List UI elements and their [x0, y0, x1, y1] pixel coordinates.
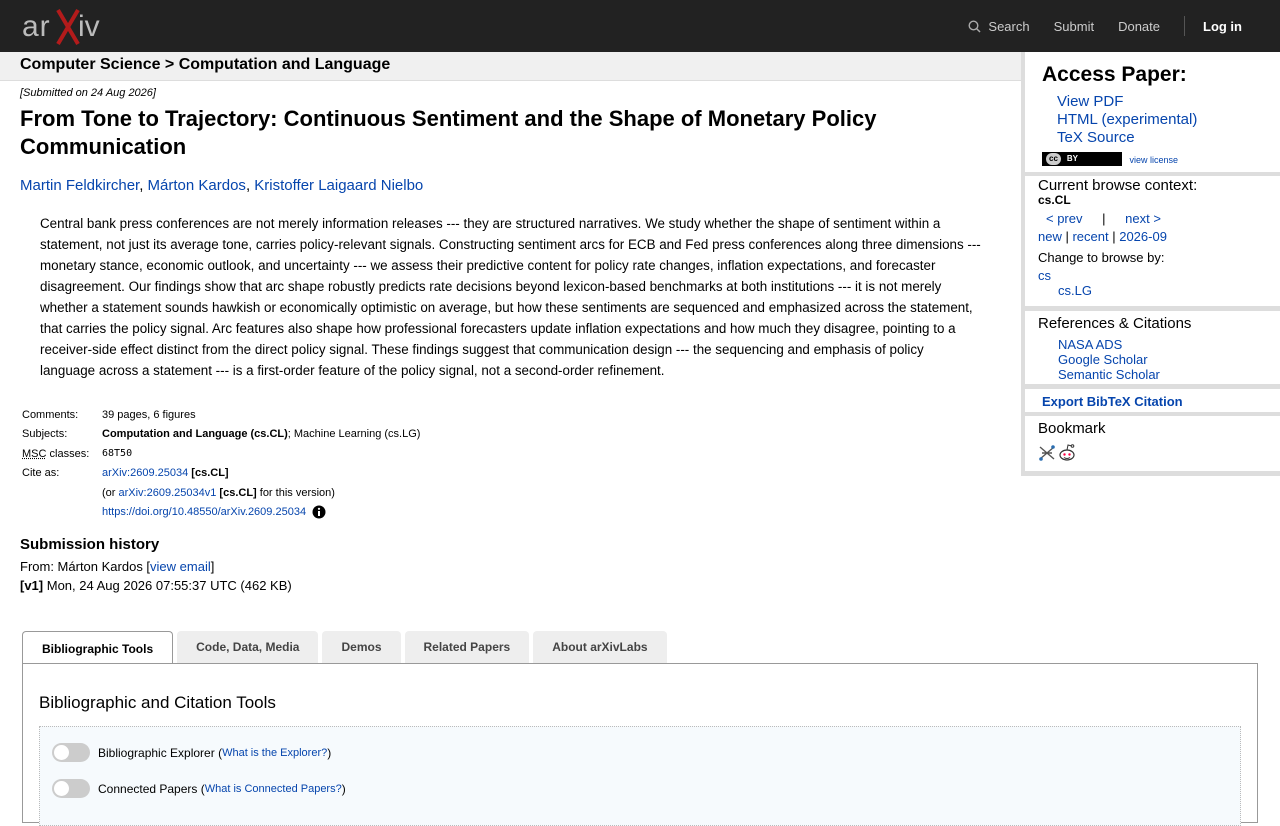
comments-value: 39 pages, 6 figures [102, 408, 196, 421]
tab-related-papers[interactable]: Related Papers [405, 631, 530, 663]
browse-context-box [1025, 176, 1280, 306]
cite-version-suffix: for this version) [256, 486, 335, 499]
cite-version-link[interactable]: arXiv:2609.25034v1 [118, 486, 217, 499]
msc-label: classes: [46, 447, 90, 460]
comments-label: Comments: [22, 408, 79, 421]
breadcrumb[interactable]: Computer Science > Computation and Language [20, 56, 391, 73]
msc-abbr: MSC [22, 447, 47, 460]
subjects-row [20, 425, 422, 445]
info-icon[interactable] [312, 505, 326, 519]
view-license-link[interactable]: view license [1129, 155, 1178, 165]
references-heading: References & Citations [1038, 315, 1192, 332]
export-box [1025, 389, 1280, 412]
search-icon [968, 20, 981, 33]
author-list: Martin Feldkircher, Márton Kardos, Kristoffer Laigaard Nielbo [20, 177, 424, 194]
tools-box [39, 726, 1241, 826]
explorer-help-link[interactable]: What is the Explorer? [222, 746, 328, 759]
view-email-link[interactable]: view email [150, 559, 211, 574]
tab-about-arxivlabs[interactable]: About arXivLabs [533, 631, 666, 663]
nav-divider [1184, 16, 1185, 36]
tab-bibliographic-tools[interactable]: Bibliographic Tools [22, 631, 173, 665]
donate-link[interactable]: Donate [1118, 18, 1160, 34]
bibsonomy-icon[interactable] [1038, 444, 1056, 462]
explorer-row: Bibliographic Explorer ( What is the Explorer? ) [52, 743, 331, 762]
month-link[interactable]: 2026-09 [1119, 229, 1167, 244]
prev-next-row [1046, 211, 1161, 226]
login-link[interactable]: Log in [1203, 18, 1242, 34]
view-pdf-link[interactable]: View PDF [1057, 93, 1124, 110]
cite-category: [cs.CL] [191, 467, 229, 480]
semantic-scholar-link[interactable]: Semantic Scholar [1058, 367, 1160, 382]
history-heading: Submission history [20, 536, 160, 553]
prev-link[interactable]: < prev [1046, 211, 1083, 226]
cite-version-category: [cs.CL] [219, 486, 257, 499]
browse-cslg-link[interactable]: cs.LG [1058, 283, 1092, 298]
search-label: Search [988, 18, 1030, 34]
google-scholar-link[interactable]: Google Scholar [1058, 352, 1148, 367]
change-browse-label: Change to browse by: [1038, 250, 1165, 265]
submit-link[interactable]: Submit [1053, 18, 1095, 34]
submitter-line [20, 559, 214, 574]
cite-or: (or [102, 486, 119, 499]
arxiv-logo[interactable] [22, 6, 114, 48]
top-bar [0, 0, 1280, 52]
access-heading: Access Paper: [1042, 63, 1187, 86]
next-link[interactable]: next > [1125, 211, 1161, 226]
author-link[interactable]: Martin Feldkircher [20, 177, 140, 194]
reddit-icon[interactable] [1058, 443, 1076, 462]
comments-row [20, 405, 422, 425]
msc-row [20, 444, 422, 464]
tex-source-link[interactable]: TeX Source [1057, 129, 1135, 146]
browse-cs-link[interactable]: cs [1038, 268, 1051, 283]
tab-code-data-media[interactable]: Code, Data, Media [177, 631, 318, 663]
tools-heading: Bibliographic and Citation Tools [39, 693, 276, 712]
tab-demos[interactable]: Demos [322, 631, 400, 663]
explorer-toggle[interactable] [52, 743, 90, 762]
browse-links-row: new | recent | 2026-09 [1038, 229, 1167, 244]
msc-value: 68T50 [102, 448, 133, 460]
submitted-date: [Submitted on 24 Aug 2026] [20, 87, 156, 99]
author-link[interactable]: Márton Kardos [147, 177, 246, 194]
doi-link[interactable]: https://doi.org/10.48550/arXiv.2609.25034 [102, 506, 307, 519]
bookmark-heading: Bookmark [1038, 420, 1106, 437]
cite-row [20, 464, 422, 484]
context-heading: Current browse context: [1038, 177, 1198, 194]
top-nav [968, 0, 1280, 52]
subjects-label: Subjects: [22, 428, 68, 441]
tab-panel [22, 663, 1258, 823]
author-link[interactable]: Kristoffer Laigaard Nielbo [254, 177, 424, 194]
cite-version-row [20, 483, 422, 503]
connected-papers-toggle[interactable] [52, 779, 90, 798]
secondary-subject: ; Machine Learning (cs.LG) [287, 428, 421, 441]
breadcrumb-bar [0, 52, 1021, 81]
svg-text:ar: ar [22, 10, 51, 43]
cite-link[interactable]: arXiv:2609.25034 [102, 467, 189, 480]
connected-papers-row: Connected Papers ( What is Connected Papers? ) [52, 779, 346, 798]
nasa-ads-link[interactable]: NASA ADS [1058, 337, 1123, 352]
submitter-suffix: ] [210, 559, 215, 574]
version-tag[interactable]: [v1] [20, 578, 44, 593]
abstract: Central bank press conferences are not merely information releases --- they are structured narratives. We study whether the shape of sentiment within a statement, not just its average tone, carries policy-relevant signals. Constructing sentiment arcs for ECB and Fed press conferences along three dimensions --- monetary stance, economic outlook, and uncertainty --- we assess their predictive content for policy rate changes, inflation expectations, and forecaster disagreement. Our findings show that arc shape robustly predicts rate decisions beyond lexicon-based benchmarks at both institutions --- it is not merely whether a statement sounds hawkish or economically optimistic on average, but how these sentiments are sequenced and emphasized across the statement, that carries the policy signal. Arc features also shape how professional forecasters update inflation expectations and how much they disagree, pointing to a receiver-side effect distinct from the direct policy signal. These findings suggest that communication design --- the sequencing and emphasis of policy language across a statement --- is a first-order feature of the policy signal, not a second-order refinement. [40, 216, 981, 378]
context-value: cs.CL [1038, 193, 1071, 207]
cc-by-license-icon[interactable]: cc BY [1042, 152, 1122, 166]
references-box [1025, 311, 1280, 384]
version-date: Mon, 24 Aug 2026 07:55:37 UTC (462 KB) [43, 578, 292, 593]
labs-tabs [22, 631, 671, 664]
metadata-table [20, 405, 422, 522]
svg-text:iv: iv [78, 10, 100, 43]
doi-row [20, 503, 422, 523]
connected-papers-label: Connected Papers [98, 781, 198, 796]
explorer-label: Bibliographic Explorer [98, 745, 215, 760]
sidebar [1021, 52, 1280, 476]
bookmark-box [1025, 416, 1280, 471]
new-link[interactable]: new [1038, 229, 1062, 244]
html-link[interactable]: HTML (experimental) [1057, 111, 1198, 128]
access-paper-box [1025, 52, 1280, 172]
export-bibtex-link[interactable]: Export BibTeX Citation [1042, 394, 1183, 409]
cite-label: Cite as: [22, 467, 60, 480]
version-line [20, 578, 292, 593]
paper-title: From Tone to Trajectory: Continuous Sentiment and the Shape of Monetary Policy Communication [20, 106, 877, 159]
prev-next-separator: | [1102, 211, 1106, 226]
primary-subject: Computation and Language (cs.CL) [102, 428, 288, 441]
submitter-prefix: From: Márton Kardos [ [20, 559, 151, 574]
license-row [1042, 150, 1178, 168]
search-link[interactable] [968, 19, 1029, 34]
connected-papers-help-link[interactable]: What is Connected Papers? [204, 782, 342, 795]
recent-link[interactable]: recent [1072, 229, 1109, 244]
